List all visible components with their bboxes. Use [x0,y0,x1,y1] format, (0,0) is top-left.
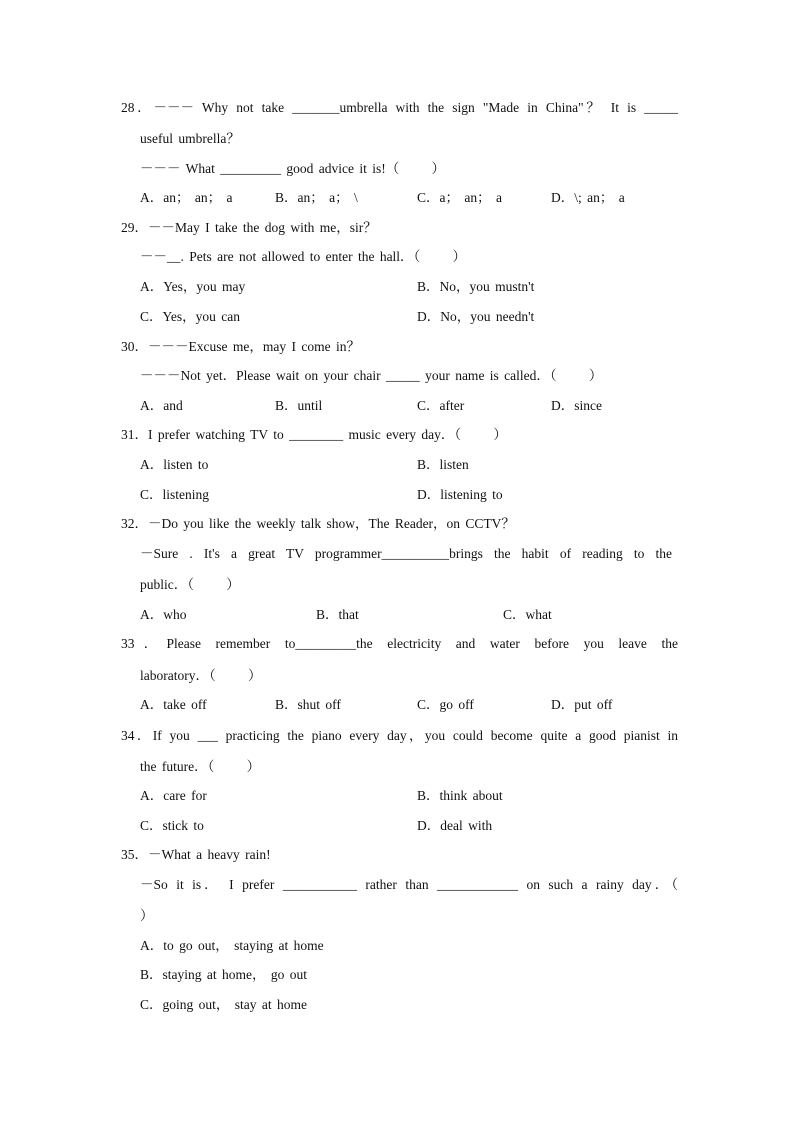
q33-option-a: A．take off [140,697,207,712]
q30-option-d: D．since [551,398,602,413]
q32-stem-line3: public．（ ） [140,577,240,592]
q32-option-c: C．what [503,607,552,622]
q32-number: 32． [121,516,148,531]
q33-option-b: B．shut off [275,697,341,712]
q32-option-a: A．who [140,607,187,622]
q28-number: 28． [121,100,154,115]
q29-option-c: C．Yes，you can [140,309,241,324]
q34-option-c: C．stick to [140,818,204,833]
q28-stem-cont: useful umbrella？ [140,131,240,146]
q33-stem-line2: laboratory．（ ） [140,668,262,683]
q31-option-c: C．listening [140,487,210,502]
q29-option-a: A．Yes，you may [140,279,246,294]
q29-stem-line2: －－__. Pets are not allowed to enter the hall．（ ） [140,249,467,264]
q31-option-d: D．listening to [417,487,503,502]
q35-stem: 35．－What a heavy rain! [121,847,271,862]
q31-option-b: B．listen [417,457,469,472]
q32-stem-line2: －Sure . It's a great TV programmer__________brings the habit of reading to the [140,546,672,561]
q29-stem: 29．－－May I take the dog with me，sir？ [121,220,377,235]
q32-stem: 32．－Do you like the weekly talk show，The Reader，on CCTV？ [121,516,515,531]
q31-stem: 31．I prefer watching TV to ________ music every day．（ ） [121,427,507,442]
q35-number: 35． [121,847,148,862]
q31-number: 31． [121,427,148,442]
q34-stem: 34．If you ___ practicing the piano every day，you could become quite a good pianist in [121,728,679,743]
q33-option-c: C．go off [417,697,474,712]
q35-option-b: B．staying at home， go out [140,967,307,982]
q35-stem-line2: －So it is． I prefer ___________ rather than ____________ on such a rainy day．（ [140,877,678,892]
q35-option-a: A．to go out， staying at home [140,938,324,953]
q30-stem-line2: －－－Not yet．Please wait on your chair _____ your name is called．（ ） [140,368,603,383]
q31-option-a: A．listen to [140,457,209,472]
q35-stem-line3: ） [140,908,154,923]
q34-option-a: A．care for [140,788,207,803]
q34-stem-line2: the future．（ ） [140,759,261,774]
q28-option-c: C．a； an； a [417,190,502,205]
q30-stem: 30．－－－Excuse me，may I come in？ [121,339,360,354]
q28-stem: 28．－－－ Why not take _______umbrella with the sign "Made in China"？ It is _____ [121,100,678,115]
q28-option-b: B．an； a； \ [275,190,358,205]
q32-option-b: B．that [316,607,359,622]
q33-stem: 33．Please remember to_________the electricity and water before you leave the [121,636,678,651]
q34-option-d: D．deal with [417,818,493,833]
q29-number: 29． [121,220,148,235]
q28-stem-line3: －－－ What _________ good advice it is!（ ） [140,161,445,176]
q33-option-d: D．put off [551,697,613,712]
q34-option-b: B．think about [417,788,503,803]
q33-number: 33． [121,636,167,651]
q34-number: 34． [121,728,153,743]
q29-option-b: B．No，you mustn't [417,279,535,294]
q28-option-d: D．\; an； a [551,190,625,205]
q30-option-c: C．after [417,398,465,413]
q28-option-a: A．an； an； a [140,190,233,205]
q30-number: 30． [121,339,148,354]
q30-option-a: A．and [140,398,183,413]
q35-option-c: C．going out， stay at home [140,997,307,1012]
q29-option-d: D．No，you needn't [417,309,535,324]
q30-option-b: B．until [275,398,323,413]
